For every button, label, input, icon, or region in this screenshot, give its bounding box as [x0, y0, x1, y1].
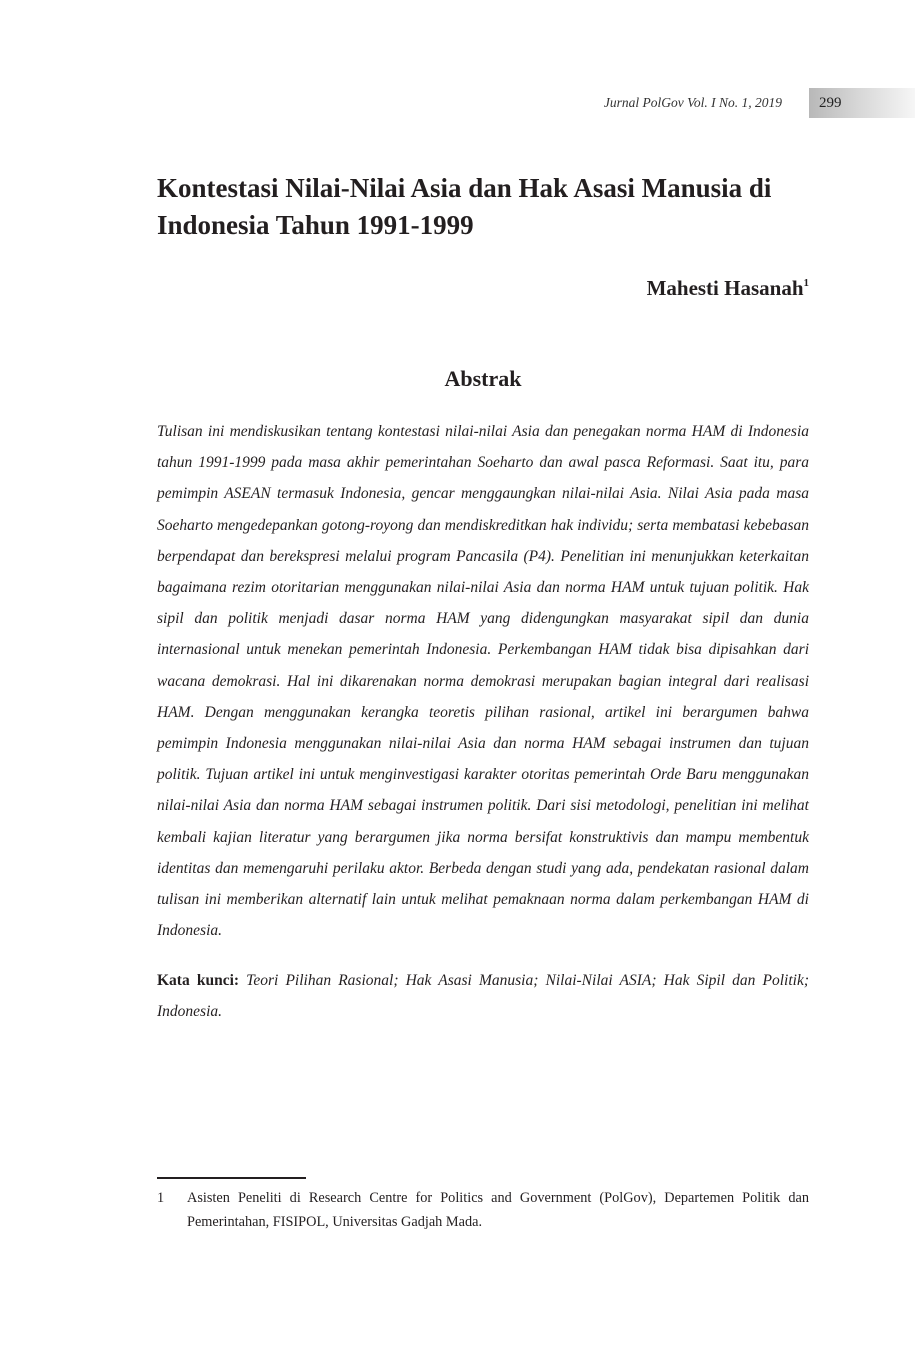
- running-header-journal: Jurnal PolGov Vol. I No. 1, 2019: [603, 95, 782, 110]
- keywords-list: Teori Pilihan Rasional; Hak Asasi Manusia; Nilai-Nilai ASIA; Hak Sipil dan Politik; Indonesia.: [157, 972, 809, 1020]
- keywords-paragraph: [157, 965, 809, 1027]
- keywords-label: Kata kunci:: [157, 972, 240, 989]
- page-number: 299: [819, 95, 842, 111]
- author-line: [647, 276, 809, 301]
- footnote-divider: [157, 1177, 306, 1179]
- article-title: Kontestasi Nilai-Nilai Asia dan Hak Asasi Manusia di Indonesia Tahun 1991-1999: [157, 173, 772, 240]
- abstract-body: Tulisan ini mendiskusikan tentang kontestasi nilai-nilai Asia dan penegakan norma HAM di Indonesia tahun 1991-1999 pada masa akhir pemerintahan Soeharto dan awal pasca Reformasi. Saat itu, para pemimpin ASEAN termasuk Indonesia, gencar menggaungkan nilai-nilai Asia. Nilai Asia pada masa Soeharto mengedepankan gotong-royong dan mendiskreditkan hak individu; serta membatasi kebebasan berpendapat dan berekspresi melalui program Pancasila (P4). Penelitian ini menunjukkan keterkaitan bagaimana rezim otoritarian menggunakan nilai-nilai Asia dan norma HAM untuk tujuan politik. Hak sipil dan politik menjadi dasar norma HAM yang didengungkan masyarakat sipil dan dunia internasional untuk menekan pemerintah Indonesia. Perkembangan HAM tidak bisa dipisahkan dari wacana demokrasi. Hal ini dikarenakan norma demokrasi merupakan bagian integral dari realisasi HAM. Dengan menggunakan kerangka teoretis pilihan rasional, artikel ini berargumen bahwa pemimpin Indonesia menggunakan nilai-nilai Asia dan norma HAM sebagai instrumen dan tujuan politik. Tujuan artikel ini untuk menginvestigasi karakter otoritas pemerintah Orde Baru menggunakan nilai-nilai Asia dan norma HAM sebagai instrumen politik. Dari sisi metodologi, penelitian ini melihat kembali kajian literatur yang berargumen jika norma bersifat konstruktivis dan mampu membentuk identitas dan memengaruhi perilaku aktor. Berbeda dengan studi yang ada, pendekatan rasional dalam tulisan ini memberikan alternatif lain untuk melihat pemaknaan norma dalam perkembangan HAM di Indonesia.: [157, 423, 809, 940]
- author-footnote-ref: 1: [803, 277, 809, 289]
- footnote-text: Asisten Peneliti di Research Centre for Politics and Government (PolGov), Departemen Politik dan Pemerintahan, FISIPOL, Universitas Gadjah Mada.: [187, 1190, 809, 1230]
- abstract-heading: Abstrak: [444, 366, 522, 391]
- footnote-number: 1: [157, 1190, 165, 1206]
- page-number-tab: [809, 88, 915, 118]
- author-name: Mahesti Hasanah: [646, 276, 804, 300]
- footnote: [157, 1186, 809, 1234]
